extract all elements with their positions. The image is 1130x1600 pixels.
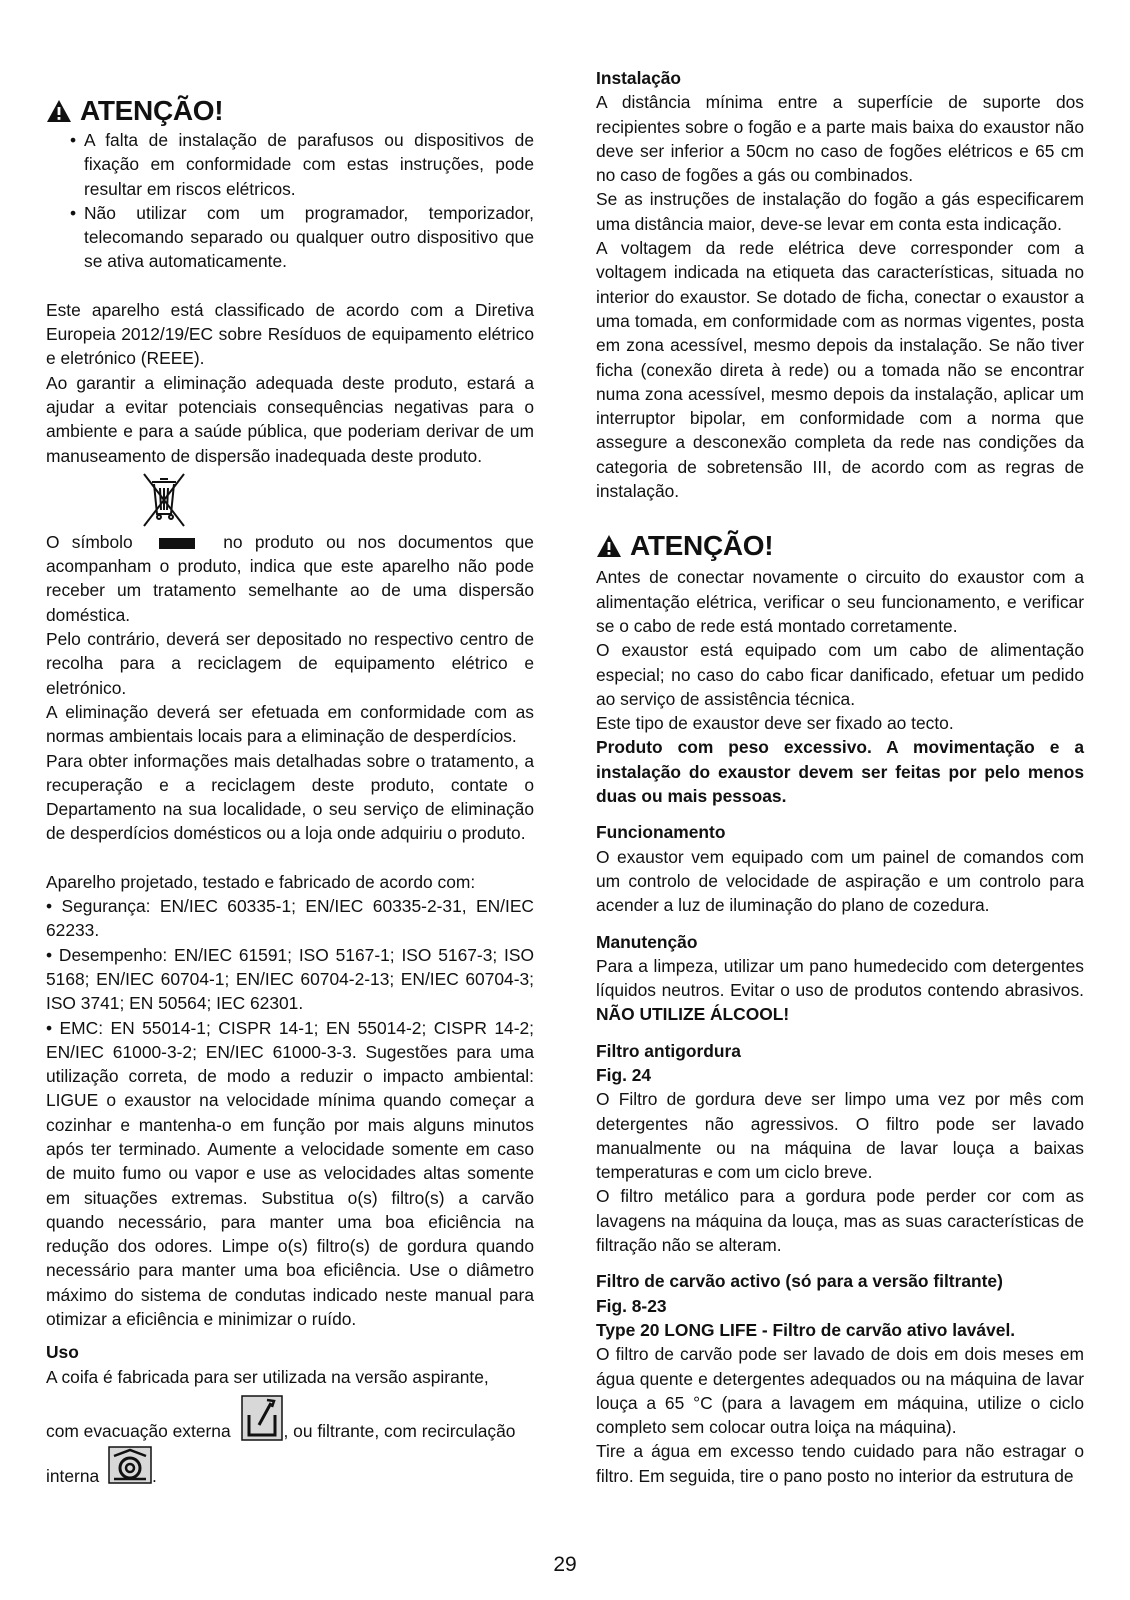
weee-paragraph: Este aparelho está classificado de acordo com a Diretiva Europeia 2012/19/EC sobre Resíduos de equipamento elétrico e eletrónico (REEE).: [46, 299, 534, 369]
warning-triangle-icon: [46, 99, 72, 123]
left-column: [46, 94, 534, 1493]
carvao-paragraph: Tire a água em excesso tendo cuidado para não estragar o filtro. Em seguida, tire o pano posto no interior da estrutura de: [596, 1441, 1084, 1486]
uso-heading: Uso: [46, 1342, 79, 1363]
carvao-heading: Filtro de carvão activo (só para a versão filtrante): [596, 1271, 1003, 1292]
funcionamento-paragraph: O exaustor vem equipado com um painel de comandos com um controlo de velocidade de aspiração e um controlo para acender a luz de iluminação do plano de cozedura.: [596, 846, 1084, 916]
standards-intro: Aparelho projetado, testado e fabricado de acordo com:: [46, 871, 476, 892]
list-item: • Não utilizar com um programador, temporizador, telecomando separado ou qualquer outro dispositivo que se ativa automaticamente.: [84, 201, 534, 274]
page-number: 29: [553, 1553, 577, 1576]
instalacao-paragraph: A distância mínima entre a superfície de suporte dos recipientes sobre o fogão e a parte mais baixa do exaustor não deve ser inferior a 50cm no caso de fogões elétricos e 65 cm no caso de fogões a gás ou combinados.: [596, 92, 1084, 186]
uso-line: com evacuação externa , ou filtrante, com recirculação: [46, 1395, 534, 1446]
weee-paragraph: Para obter informações mais detalhadas sobre o tratamento, a recuperação e a reciclagem deste produto, contate o Departamento na sua localidade, o seu serviço de eliminação de desperdícios domésticos ou a loja onde adquiriu o produto.: [46, 750, 534, 844]
warning-title: ATENÇÃO!: [80, 95, 224, 126]
symbol-paragraph: O símbolo no produto ou nos documentos que acompanham o produto, indica que este aparelho não pode receber um tratamento semelhante ao de uma dispersão doméstica.: [46, 531, 534, 625]
list-item: • A falta de instalação de parafusos ou dispositivos de fixação em conformidade com estas instruções, pode resultar em riscos elétricos.: [84, 128, 534, 201]
funcionamento-heading: Funcionamento: [596, 822, 726, 843]
carvao-fig: Fig. 8-23: [596, 1295, 667, 1316]
recirculation-icon: [108, 1446, 152, 1484]
filtro-fig: Fig. 24: [596, 1064, 652, 1085]
weee-bin-symbol: [46, 468, 534, 530]
instalacao-paragraph: A voltagem da rede elétrica deve corresponder com a voltagem indicada na etiqueta das características, situada no interior do exaustor. Se dotado de ficha, conectar o exaustor a uma tomada, em conformidade com as normas vigentes, posta em zona acessível, mesmo depois da instalação. Se não tiver ficha (conexão direta à rede) ou a tomada não se encontrar numa zona acessível, mesmo depois da instalação, aplicar um interruptor bipolar, em conformidade com a norma que assegure a desconexão completa da rede nas condições da categoria de sobretensão III, de acordo com as regras de instalação.: [596, 238, 1084, 502]
manutencao-paragraph: Para a limpeza, utilizar um pano humedecido com detergentes líquidos neutros. Evitar o uso de produtos contendo abrasivos. NÃO UTILIZE ÁLCOOL!: [596, 955, 1084, 1025]
warning-heading: [46, 94, 534, 128]
warning-paragraph: O exaustor está equipado com um cabo de alimentação especial; no caso do cabo ficar danificado, efetuar um pedido ao serviço de assistência técnica.: [596, 640, 1084, 709]
instalacao-paragraph: Se as instruções de instalação do fogão a gás especificarem uma distância maior, deve-se levar em conta esta indicação.: [596, 189, 1084, 234]
standards-emc: • EMC: EN 55014-1; CISPR 14-1; EN 55014-2; CISPR 14-2; EN/IEC 61000-3-2; EN/IEC 61000-3-3. Sugestões para uma utilização correta, de modo a reduzir o impacto ambiental: LIGUE o exaustor na velocidade mínima quando começar a cozinhar e mantenha-o em função por mais alguns minutos após ter terminado. Aumente a velocidade somente em caso de muito fumo ou vapor e use as velocidades altas somente em situações extremas. Substitua o(s) filtro(s) a carvão quando necessário, para manter uma boa eficiência na redução dos odores. Limpe o(s) filtro(s) de gordura quando necessário para manter uma boa eficiência. Use o diâmetro máximo do sistema de condutas indicado neste manual para otimizar a eficiência e minimizar o ruído.: [46, 1017, 534, 1330]
weee-paragraph: Ao garantir a eliminação adequada deste produto, estará a ajudar a evitar potenciais consequências negativas para o ambiente e para a saúde pública, que poderiam derivar de um manuseamento de dispersão inadequada deste produto.: [46, 372, 534, 466]
carvao-type: Type 20 LONG LIFE - Filtro de carvão ativo lavável.: [596, 1319, 1016, 1340]
external-exhaust-icon: [241, 1395, 283, 1441]
warning-heading: [596, 529, 1084, 563]
standards-safety: • Segurança: EN/IEC 60335-1; EN/IEC 60335-2-31, EN/IEC 62233.: [46, 896, 534, 941]
right-column: [596, 66, 1084, 1488]
instalacao-heading: Instalação: [596, 68, 682, 88]
warning-triangle-icon: [596, 534, 622, 558]
warning-paragraph: Este tipo de exaustor deve ser fixado ao tecto.: [596, 713, 954, 734]
black-bar-icon: [159, 538, 195, 549]
warning-bold-paragraph: Produto com peso excessivo. A movimentação e a instalação do exaustor devem ser feitas por pelo menos duas ou mais pessoas.: [596, 737, 1084, 807]
warning-list: [46, 128, 534, 274]
carvao-paragraph: O filtro de carvão pode ser lavado de dois em dois meses em água quente e detergentes adequados ou na máquina de lavar louça a 65 °C (para a lavagem em máquina, utilize o ciclo completo sem colocar outra loiça na máquina).: [596, 1344, 1084, 1438]
warning-paragraph: Antes de conectar novamente o circuito do exaustor com a alimentação elétrica, verificar o seu funcionamento, e verificar se o cabo de rede está montado corretamente.: [596, 567, 1084, 636]
crossed-bin-icon: [140, 470, 190, 534]
weee-paragraph: A eliminação deverá ser efetuada em conformidade com as normas ambientais locais para a eliminação de desperdícios.: [46, 701, 534, 747]
standards-performance: • Desempenho: EN/IEC 61591; ISO 5167-1; ISO 5167-3; ISO 5168; EN/IEC 60704-1; EN/IEC 60704-2-13; EN/IEC 60704-3; ISO 3741; EN 50564; IEC 62301.: [46, 944, 534, 1014]
uso-line: A coifa é fabricada para ser utilizada na versão aspirante,: [46, 1366, 489, 1387]
filtro-heading: Filtro antigordura: [596, 1040, 741, 1061]
manutencao-heading: Manutenção: [596, 931, 698, 952]
warning-title: ATENÇÃO!: [630, 530, 774, 562]
filtro-paragraph: O filtro metálico para a gordura pode perder cor com as lavagens na máquina da louça, mas as suas características de filtração não se alteram.: [596, 1186, 1084, 1256]
weee-paragraph: Pelo contrário, deverá ser depositado no respectivo centro de recolha para a reciclagem de equipamento elétrico e eletrónico.: [46, 629, 534, 698]
filtro-paragraph: O Filtro de gordura deve ser limpo uma vez por mês com detergentes não agressivos. O filtro pode ser lavado manualmente ou na máquina de lavar louça a baixas temperaturas e com um ciclo breve.: [596, 1089, 1084, 1183]
uso-line: interna .: [46, 1446, 534, 1493]
